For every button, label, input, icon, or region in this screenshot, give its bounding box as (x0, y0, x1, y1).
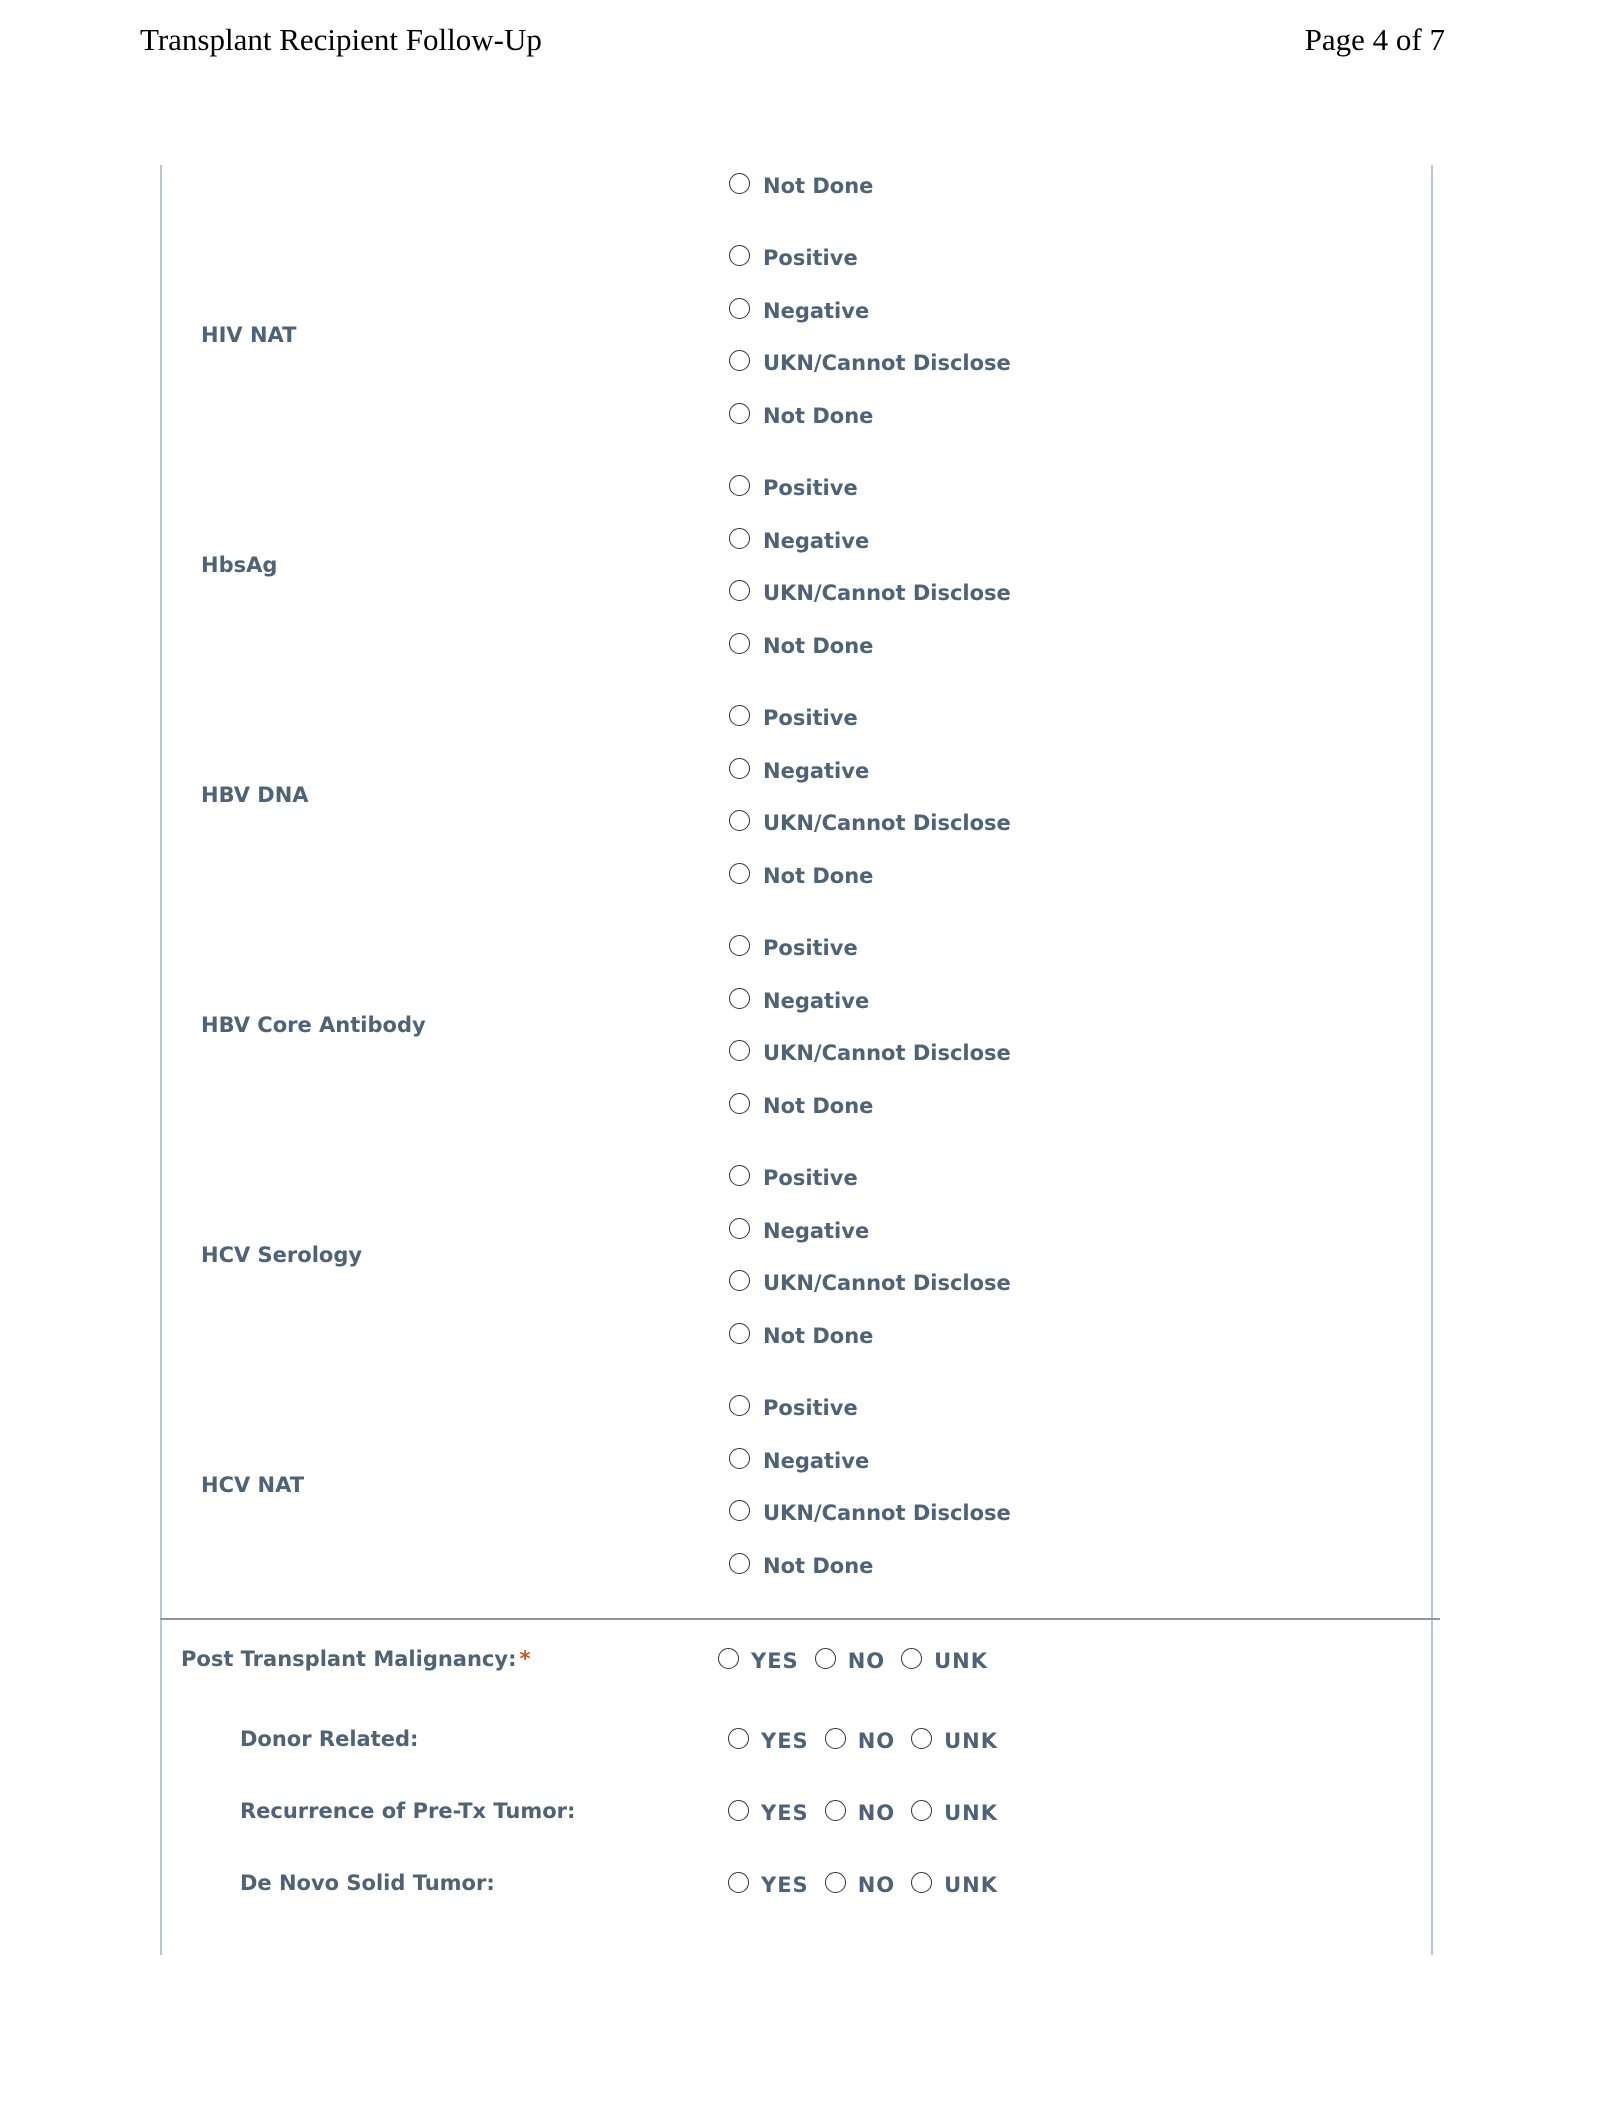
post-transplant-malignancy-label (181, 1647, 530, 1671)
radio-button-yes[interactable] (728, 1728, 749, 1749)
option-label-unk: UNK (944, 1729, 999, 1753)
radio-button[interactable] (729, 1040, 750, 1061)
radio-option-not-done[interactable] (729, 631, 874, 658)
form-left-border (160, 165, 162, 1955)
radio-button[interactable] (729, 173, 750, 194)
sub-question-donor-related: Donor Related: (240, 1727, 419, 1751)
radio-button[interactable] (729, 403, 750, 424)
option-label: Not Done (763, 1554, 874, 1578)
radio-button[interactable] (729, 475, 750, 496)
option-label-unk: UNK (934, 1649, 989, 1673)
option-label: Negative (763, 1219, 870, 1243)
radio-button[interactable] (729, 935, 750, 956)
radio-option-negative[interactable] (729, 986, 870, 1013)
malignancy-options (718, 1646, 1004, 1673)
radio-option-positive[interactable] (729, 1393, 858, 1420)
radio-option-not-done[interactable] (729, 171, 874, 198)
radio-button[interactable] (729, 1500, 750, 1521)
form-right-border (1431, 165, 1433, 1955)
test-label-hbv-core-antibody: HBV Core Antibody (201, 1013, 426, 1037)
radio-button[interactable] (729, 528, 750, 549)
radio-button-unk[interactable] (911, 1728, 932, 1749)
radio-option-negative[interactable] (729, 526, 870, 553)
sub-question-options (728, 1726, 1014, 1753)
test-label-hiv-nat: HIV NAT (201, 323, 297, 347)
radio-button[interactable] (729, 298, 750, 319)
radio-button[interactable] (729, 758, 750, 779)
radio-option-ukn-cannot-disclose[interactable] (729, 1498, 1011, 1525)
option-label: Positive (763, 1396, 858, 1420)
radio-option-positive[interactable] (729, 1163, 858, 1190)
radio-option-negative[interactable] (729, 756, 870, 783)
option-label: Not Done (763, 174, 874, 198)
radio-button[interactable] (729, 1395, 750, 1416)
radio-button[interactable] (729, 245, 750, 266)
sub-question-recurrence-of-pre-tx-tumor: Recurrence of Pre-Tx Tumor: (240, 1799, 576, 1823)
radio-button[interactable] (729, 1323, 750, 1344)
radio-button-no[interactable] (815, 1648, 836, 1669)
option-label-yes: YES (761, 1801, 809, 1825)
sub-question-options (728, 1798, 1014, 1825)
document-title: Transplant Recipient Follow-Up (140, 22, 542, 57)
radio-button[interactable] (729, 1553, 750, 1574)
radio-option-ukn-cannot-disclose[interactable] (729, 808, 1011, 835)
required-asterisk: * (519, 1647, 531, 1671)
radio-button-yes[interactable] (728, 1800, 749, 1821)
radio-option-ukn-cannot-disclose[interactable] (729, 348, 1011, 375)
option-label: Positive (763, 246, 858, 270)
test-label-hcv-nat: HCV NAT (201, 1473, 305, 1497)
option-label: Negative (763, 299, 870, 323)
option-label: Negative (763, 1449, 870, 1473)
option-label-no: NO (857, 1873, 896, 1897)
radio-option-ukn-cannot-disclose[interactable] (729, 1038, 1011, 1065)
radio-button-no[interactable] (825, 1872, 846, 1893)
radio-button[interactable] (729, 633, 750, 654)
radio-button[interactable] (729, 988, 750, 1009)
option-label: Positive (763, 476, 858, 500)
radio-option-not-done[interactable] (729, 861, 874, 888)
option-label-unk: UNK (944, 1801, 999, 1825)
option-label: UKN/Cannot Disclose (763, 1041, 1011, 1065)
radio-button-no[interactable] (825, 1728, 846, 1749)
option-label-yes: YES (761, 1873, 809, 1897)
test-label-hbv-dna: HBV DNA (201, 783, 309, 807)
radio-button[interactable] (729, 705, 750, 726)
radio-button[interactable] (729, 1218, 750, 1239)
radio-option-positive[interactable] (729, 473, 858, 500)
radio-button-unk[interactable] (911, 1872, 932, 1893)
radio-button[interactable] (729, 863, 750, 884)
radio-option-not-done[interactable] (729, 1321, 874, 1348)
question-text: Post Transplant Malignancy: (181, 1647, 517, 1671)
radio-button[interactable] (729, 810, 750, 831)
radio-option-positive[interactable] (729, 243, 858, 270)
radio-button[interactable] (729, 1448, 750, 1469)
option-label-unk: UNK (944, 1873, 999, 1897)
radio-button[interactable] (729, 1270, 750, 1291)
radio-button[interactable] (729, 1093, 750, 1114)
option-label: Not Done (763, 634, 874, 658)
page-number: Page 4 of 7 (1304, 22, 1445, 57)
option-label: Not Done (763, 1324, 874, 1348)
option-label: Negative (763, 529, 870, 553)
option-label: UKN/Cannot Disclose (763, 811, 1011, 835)
option-label: Positive (763, 1166, 858, 1190)
option-label-yes: YES (761, 1729, 809, 1753)
radio-option-negative[interactable] (729, 1216, 870, 1243)
option-label: Not Done (763, 404, 874, 428)
option-label-yes: YES (751, 1649, 799, 1673)
sub-question-options (728, 1870, 1014, 1897)
option-label-no: NO (857, 1801, 896, 1825)
radio-option-not-done[interactable] (729, 1091, 874, 1118)
option-label: Positive (763, 936, 858, 960)
option-label: Not Done (763, 1094, 874, 1118)
radio-option-not-done[interactable] (729, 1551, 874, 1578)
radio-button-unk[interactable] (911, 1800, 932, 1821)
sub-question-de-novo-solid-tumor: De Novo Solid Tumor: (240, 1871, 495, 1895)
option-label: Negative (763, 989, 870, 1013)
radio-button[interactable] (729, 1165, 750, 1186)
option-label-no: NO (857, 1729, 896, 1753)
test-label-hbsag: HbsAg (201, 553, 278, 577)
radio-option-ukn-cannot-disclose[interactable] (729, 578, 1011, 605)
radio-button-unk[interactable] (901, 1648, 922, 1669)
radio-option-negative[interactable] (729, 1446, 870, 1473)
option-label: UKN/Cannot Disclose (763, 351, 1011, 375)
radio-option-not-done[interactable] (729, 401, 874, 428)
radio-button-yes[interactable] (718, 1648, 739, 1669)
option-label: Not Done (763, 864, 874, 888)
radio-button-no[interactable] (825, 1800, 846, 1821)
option-label: Negative (763, 759, 870, 783)
radio-option-positive[interactable] (729, 703, 858, 730)
radio-button[interactable] (729, 580, 750, 601)
test-label-hcv-serology: HCV Serology (201, 1243, 363, 1267)
option-label: UKN/Cannot Disclose (763, 581, 1011, 605)
radio-option-positive[interactable] (729, 933, 858, 960)
radio-button[interactable] (729, 350, 750, 371)
option-label-no: NO (847, 1649, 886, 1673)
section-divider (160, 1618, 1440, 1620)
option-label: Positive (763, 706, 858, 730)
option-label: UKN/Cannot Disclose (763, 1271, 1011, 1295)
option-label: UKN/Cannot Disclose (763, 1501, 1011, 1525)
radio-option-ukn-cannot-disclose[interactable] (729, 1268, 1011, 1295)
radio-button-yes[interactable] (728, 1872, 749, 1893)
radio-option-negative[interactable] (729, 296, 870, 323)
